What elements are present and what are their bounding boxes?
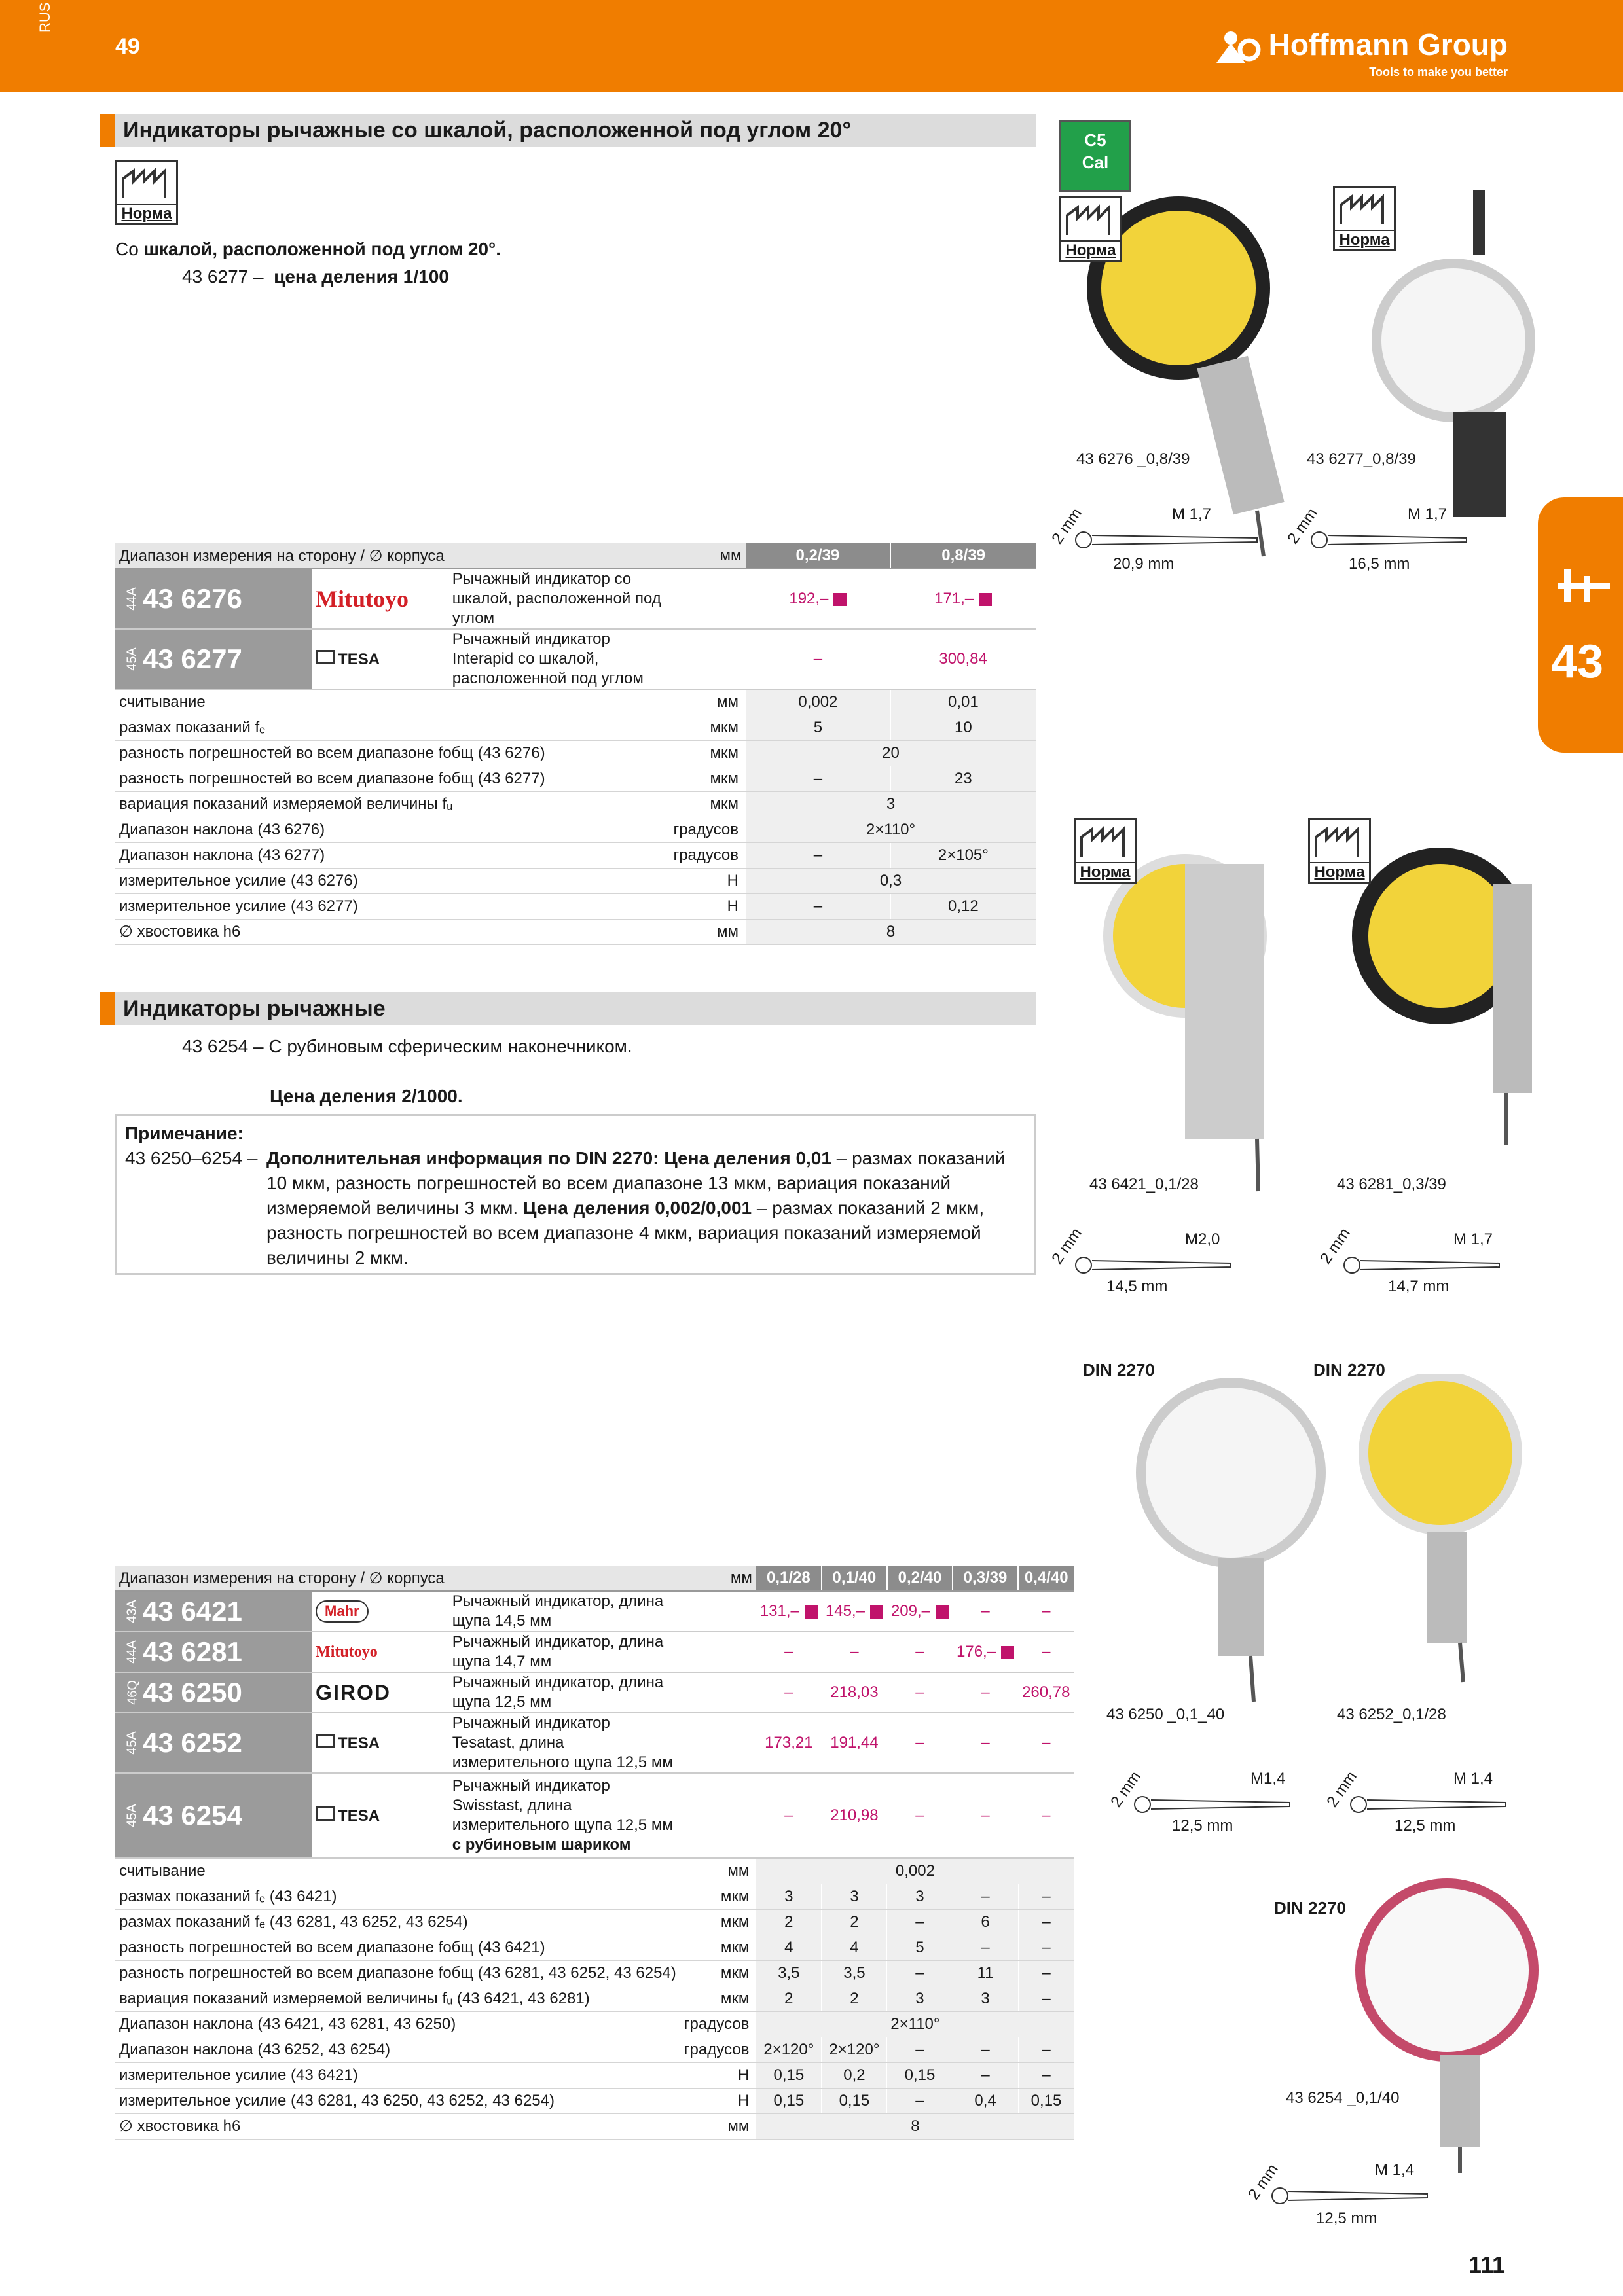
product-row[interactable]: 45A 43 6254 TESA Рычажный индикатор Swisstast, длина измерительного щупа 12,5 мм с рубиновым шариком – 210,98 – – –: [115, 1773, 1074, 1858]
technical-rows: считывание мм 0,002 размах показаний fₑ (43 6421) мкм 3 3 3 – – размах показаний fₑ (43 6281, 43 6252, 43 6254) мкм 2 2 – 6 – разность погрешностей во всем диапазоне fобщ (43 6421) мкм 4 4 5 – – разность погрешностей во всем диапазоне fобщ (43 6281, 43 6252, 43 6254) мкм 3,5 3,5 – 11 – вариация показаний измеряемой величины fᵤ (43 6421, 43 6281) мкм 2 2 3 3 – Диапазон наклона (43 6421, 43 6281, 43 6250) градусов 2×110° Диапазон наклона (43 6252, 43 6254) градусов 2×120° 2×120° – – – измерительное усилие (43 6421) Н 0,15 0,2 0,15 – – измерительное усилие (43 6281, 43 6250, 43 6252, 43 6254) Н 0,15 0,15 – 0,4 0,15 ∅ хвостовика h6 мм 8: [115, 1858, 1074, 2139]
tesa-logo: TESA: [312, 1773, 448, 1858]
note-text: Дополнительная информация по DIN 2270: Цена деления 0,01 – размах показаний 10 мкм, разность погрешностей во всем диапазоне 13 мкм, вариация показаний измеряемой величины 3 мкм. Цена деления 0,002/0,001 – размах показаний 2 мкм, разность погрешностей во всем диапазоне 4 мкм, вариация показаний измеряемой величины 2 мкм.: [266, 1148, 1006, 1268]
product-row[interactable]: 43A 43 6421 Mahr Рычажный индикатор, длина щупа 14,5 мм 131,– 145,– 209,– – –: [115, 1591, 1074, 1632]
note-article: 43 6250–6254 –: [125, 1148, 258, 1168]
article-number: 43 6276: [143, 583, 242, 614]
norma-badge: Норма: [1333, 186, 1396, 251]
gauge-images-middle: [1087, 838, 1584, 1263]
product-row[interactable]: 44A 43 6276 Mitutoyo Рычажный индикатор со шкалой, расположенной под углом 192,– 171,–: [115, 569, 1036, 629]
factory-icon: [1065, 202, 1117, 238]
dimension-drawing: 2 mm M 1,4 12,5 mm: [1244, 2153, 1493, 2238]
product-description: Рычажный индикатор, длина щупа 14,7 мм: [448, 1632, 680, 1672]
caliper-icon: [1558, 569, 1610, 609]
factory-icon: [1338, 192, 1391, 227]
image-caption: 43 6252_0,1/28: [1337, 1706, 1446, 1723]
product-row[interactable]: 45A 43 6252 TESA Рычажный индикатор Tesatast, длина измерительного щупа 12,5 мм 173,21 191,44 – – –: [115, 1713, 1074, 1773]
section1-intro: Со шкалой, расположенной под углом 20°.: [115, 239, 501, 259]
chapter-number: 43: [1551, 636, 1604, 688]
section2-line2: Цена деления 2/1000.: [270, 1086, 463, 1106]
norma-badge: Норма: [1059, 196, 1122, 262]
article-number: 43 6421: [143, 1596, 242, 1626]
c5-cal-badge: C5 Cal: [1059, 120, 1131, 192]
din-label: DIN 2270: [1274, 1898, 1346, 1918]
range-header-unit: мм: [669, 543, 745, 569]
dimension-drawing: 2 mm M 1,7 20,9 mm: [1048, 497, 1309, 583]
article-number: 43 6250: [143, 1677, 242, 1708]
section2-line1: 43 6254 – С рубиновым сферическим наконечником.: [182, 1036, 632, 1056]
mahr-logo: Mahr: [312, 1591, 448, 1632]
page-reference: 49: [115, 34, 140, 59]
norma-badge: Норма: [1074, 818, 1137, 884]
mitutoyo-logo: Mitutoyo: [312, 1632, 448, 1672]
note-box: [115, 1114, 1036, 1275]
product-row[interactable]: 46Q 43 6250 GIROD Рычажный индикатор, длина щупа 12,5 мм – 218,03 – – 260,78: [115, 1672, 1074, 1713]
tesa-logo: TESA: [312, 1713, 448, 1773]
brand-name: Hoffmann Group: [1268, 27, 1508, 62]
article-number: 43 6277: [143, 643, 242, 674]
range-header-label: Диапазон измерения на сторону / ∅ корпуса: [115, 1566, 448, 1591]
page-header: [0, 0, 1623, 92]
factory-icon: [1313, 824, 1366, 859]
article-number: 43 6281: [143, 1636, 242, 1667]
range-col-1: 0,2/39: [746, 543, 891, 569]
dimension-drawing: 2 mm M 1,4 12,5 mm: [1322, 1761, 1545, 1846]
section-title-1: Индикаторы рычажные со шкалой, расположенной под углом 20°: [100, 114, 1036, 147]
norma-badge: Норма: [115, 160, 178, 225]
product-row[interactable]: 45A 43 6277 TESA Рычажный индикатор Interapid со шкалой, расположенной под углом – 300,84: [115, 629, 1036, 689]
hoffmann-logo-icon: [1216, 26, 1262, 63]
image-caption: 43 6254 _0,1/40: [1286, 2089, 1400, 2107]
product-table-2: Диапазон измерения на сторону / ∅ корпуса мм 0,1/28 0,1/40 0,2/40 0,3/39 0,4/40 43A 43 6421 Mahr Рычажный индикатор, длина щупа 14,5 мм 131,– 145,– 209,– – – 44A 43 6281 Mitutoyo Рычажный индикатор, длина щупа 14,7 мм – – – 176,– – 46Q 43 6250 GIROD Рычажный индикатор, длина щупа 12,5 мм – 218,03 – – 260,78 45A 43 6252 TESA Рычажный индикатор Tesatast, длина измерительного щупа 12,5 мм 173,21 191,44 – – – 45A 43 6254 TESA Рычажный индикатор Swisstast, длина измерительного щупа 12,5 мм с рубиновым шариком – 210,98 – – – считывание мм 0,002 размах показаний fₑ (43 6421) мкм 3 3 3 – – размах показаний fₑ (43 6281, 43 6252, 43 6254) мкм 2 2 – 6 – разность погрешностей во всем диапазоне fобщ (43 6421) мкм 4 4 5 – – разность погрешностей во всем диапазоне fобщ (43 6281, 43 6252, 43 6254) мкм 3,5 3,5 – 11 – вариация показаний измеряемой величины fᵤ (43 6421, 43 6281) мкм 2 2 3 3 – Диапазон наклона (43 6421, 43 6281, 43 6250) градусов 2×110° Диапазон наклона (43 6252, 43 6254) градусов 2×120° 2×120° – – – измерительное усилие (43 6421) Н 0,15 0,2 0,15 – – измерительное усилие (43 6281, 43 6250, 43 6252, 43 6254) Н 0,15 0,15 – 0,4 0,15 ∅ хвостовика h6 мм 8: [115, 1566, 1074, 2140]
girod-logo: GIROD: [312, 1672, 448, 1713]
din-label: DIN 2270: [1083, 1360, 1155, 1380]
product-description: Рычажный индикатор со шкалой, расположенной под углом: [448, 569, 670, 629]
technical-rows: считывание мм 0,002 0,01 размах показаний fₑ мкм 5 10 разность погрешностей во всем диапазоне fобщ (43 6276) мкм 20 разность погрешностей во всем диапазоне fобщ (43 6277) мкм – 23 вариация показаний измеряемой величины fᵤ мкм 3 Диапазон наклона (43 6276) градусов 2×110° Диапазон наклона (43 6277) градусов – 2×105° измерительное усилие (43 6276) Н 0,3 измерительное усилие (43 6277) Н – 0,12 ∅ хвостовика h6 мм 8: [115, 689, 1036, 944]
range-header-label: Диапазон измерения на сторону / ∅ корпуса: [115, 543, 448, 569]
tesa-logo: TESA: [312, 629, 448, 689]
product-table-1: [115, 543, 1036, 945]
article-number: 43 6254: [143, 1800, 242, 1831]
image-caption: 43 6277_0,8/39: [1307, 450, 1416, 468]
section1-line: 43 6277 – цена деления 1/100: [182, 266, 449, 287]
product-description: Рычажный индикатор, длина щупа 14,5 мм: [448, 1591, 680, 1632]
image-caption: 43 6276 _0,8/39: [1076, 450, 1190, 468]
product-description: Рычажный индикатор Interapid со шкалой, расположенной под углом: [448, 629, 670, 689]
range-col-2: 0,8/39: [890, 543, 1036, 569]
image-caption: 43 6250 _0,1_40: [1106, 1706, 1225, 1723]
article-number: 43 6252: [143, 1727, 242, 1758]
gauge-image-6254: [1349, 1872, 1571, 2173]
language-code: RUS: [37, 2, 53, 33]
dimension-drawing: 2 mm M 1,7 14,7 mm: [1316, 1217, 1565, 1302]
image-caption: 43 6421_0,1/28: [1089, 1175, 1199, 1193]
image-caption: 43 6281_0,3/39: [1337, 1175, 1446, 1193]
dimension-drawing: 2 mm M2,0 14,5 mm: [1048, 1217, 1296, 1302]
product-description: Рычажный индикатор, длина щупа 12,5 мм: [448, 1672, 680, 1713]
product-description: Рычажный индикатор Tesatast, длина измерительного щупа 12,5 мм: [448, 1713, 680, 1773]
page-number: 111: [1468, 2251, 1505, 2278]
product-description: Рычажный индикатор Swisstast, длина измерительного щупа 12,5 мм с рубиновым шариком: [448, 1773, 680, 1858]
norma-badge: Норма: [1308, 818, 1371, 884]
mitutoyo-logo: Mitutoyo: [312, 569, 448, 629]
factory-icon: [120, 166, 173, 201]
chapter-tab[interactable]: [1538, 497, 1623, 753]
dimension-drawing: 2 mm M 1,7 16,5 mm: [1283, 497, 1545, 583]
din-label: DIN 2270: [1313, 1360, 1385, 1380]
brand-logo: [1216, 26, 1508, 63]
gauge-images-lower: [1133, 1374, 1558, 1741]
section-title-2: Индикаторы рычажные: [100, 992, 1036, 1025]
brand-tagline: Tools to make you better: [1369, 65, 1508, 79]
dimension-drawing: 2 mm M1,4 12,5 mm: [1106, 1761, 1329, 1846]
factory-icon: [1079, 824, 1131, 859]
note-title: Примечание:: [125, 1123, 244, 1143]
product-row[interactable]: 44A 43 6281 Mitutoyo Рычажный индикатор, длина щупа 14,7 мм – – – 176,– –: [115, 1632, 1074, 1672]
